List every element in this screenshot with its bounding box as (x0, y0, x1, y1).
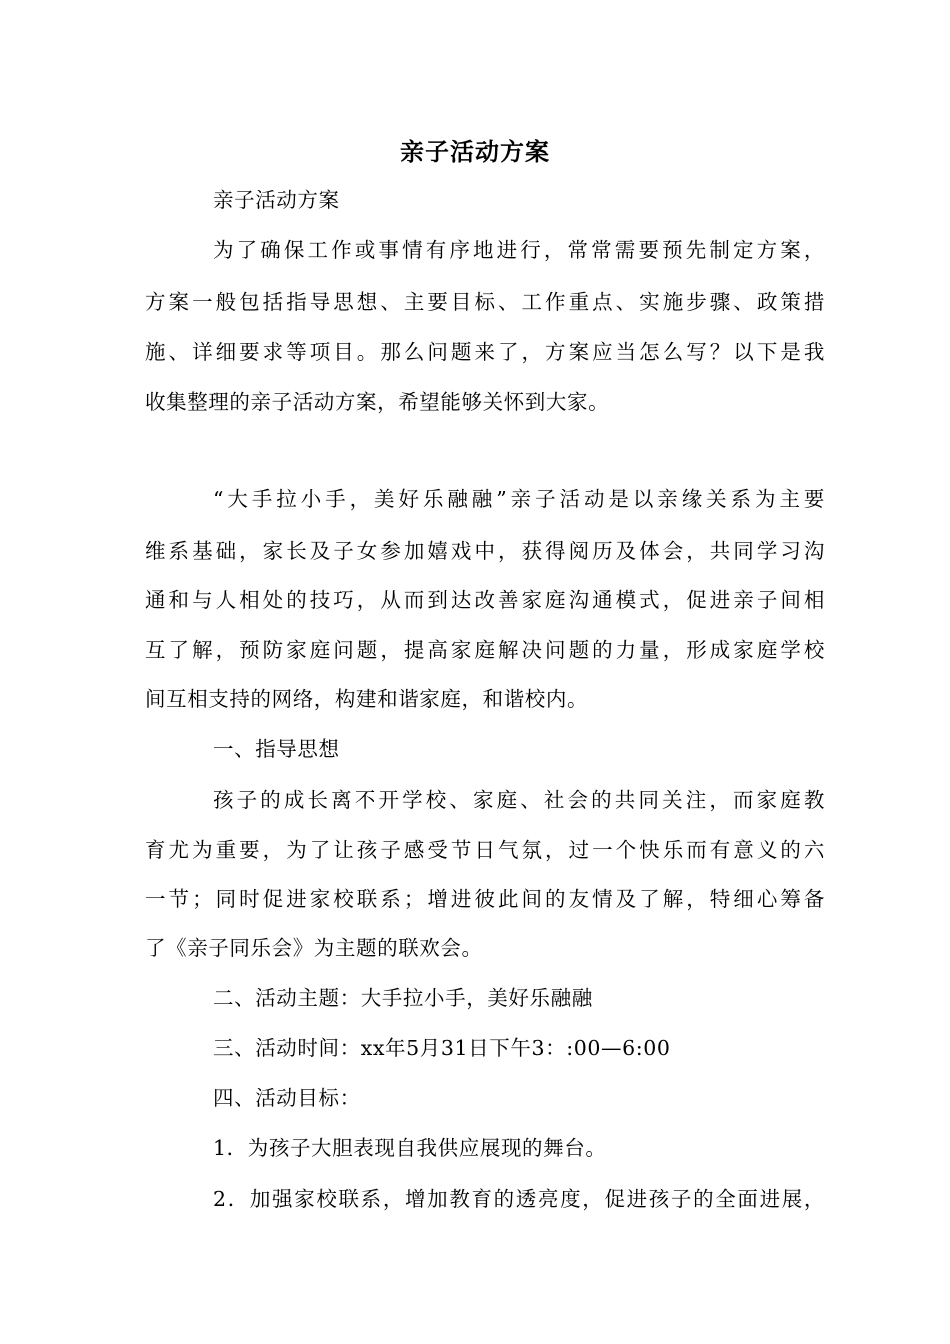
paragraph-line: 互了解，预防家庭问题，提高家庭解决问题的力量，形成家庭学校 (145, 638, 825, 662)
paragraph-line: 维系基础，家长及子女参加嬉戏中，获得阅历及体会，共同学习沟 (145, 539, 825, 563)
paragraph-line: 孩子的成长离不开学校、家庭、社会的共同关注，而家庭教 (213, 788, 825, 812)
paragraph-line: 收集整理的亲子活动方案，希望能够关怀到大家。 (145, 390, 610, 414)
list-item: 2．加强家校联系，增加教育的透亮度，促进孩子的全面进展， (213, 1187, 825, 1211)
paragraph-line: 了《亲子同乐会》为主题的联欢会。 (145, 936, 483, 960)
paragraph-line: “大手拉小手，美好乐融融”亲子活动是以亲缘关系为主要 (213, 487, 825, 511)
paragraph-line: 通和与人相处的技巧，从而到达改善家庭沟通模式，促进亲子间相 (145, 588, 825, 612)
section-heading: 三、活动时间：xx年5月31日下午3：:00—6:00 (213, 1036, 671, 1060)
section-heading: 二、活动主题：大手拉小手，美好乐融融 (213, 986, 593, 1010)
paragraph-line: 一节；同时促进家校联系；增进彼此间的友情及了解，特细心筹备 (145, 887, 825, 911)
paragraph-line: 育尤为重要，为了让孩子感受节日气氛，过一个快乐而有意义的六 (145, 838, 825, 862)
paragraph-line: 为了确保工作或事情有序地进行，常常需要预先制定方案， (213, 238, 825, 262)
section-heading: 四、活动目标： (213, 1086, 361, 1110)
section-heading: 一、指导思想 (213, 737, 340, 761)
subtitle-line: 亲子活动方案 (213, 188, 340, 212)
paragraph-line: 方案一般包括指导思想、主要目标、工作重点、实施步骤、政策措 (145, 290, 825, 314)
document-title: 亲子活动方案 (400, 137, 550, 166)
paragraph-line: 施、详细要求等项目。那么问题来了，方案应当怎么写？以下是我 (145, 340, 825, 364)
paragraph-line: 间互相支持的网络，构建和谐家庭，和谐校内。 (145, 687, 589, 711)
list-item: 1．为孩子大胆表现自我供应展现的舞台。 (213, 1136, 607, 1160)
